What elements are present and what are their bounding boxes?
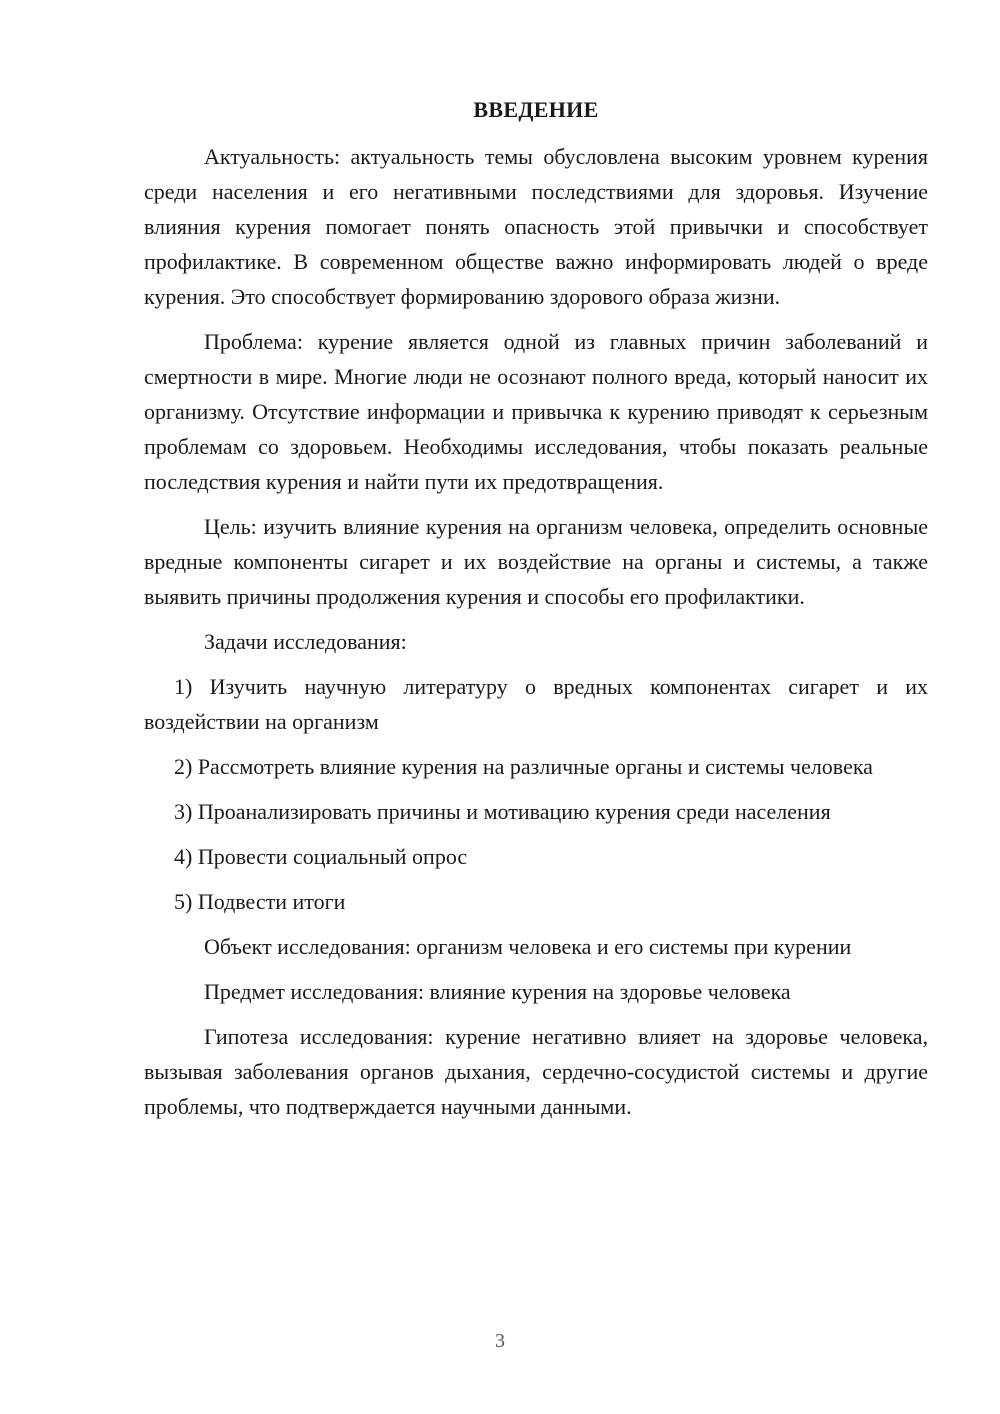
list-item: 5) Подвести итоги [174, 889, 346, 914]
tasks-list [144, 669, 928, 919]
page-title: ВВЕДЕНИЕ [473, 97, 599, 122]
page-number: 3 [495, 1330, 505, 1352]
list-item: 1) Изучить научную литературу о вредных компонентах сигарет и их воздействии на организм [144, 674, 928, 734]
paragraph-relevance: Актуальность: актуальность темы обусловлена высоким уровнем курения среди населения и его негативными последствиями для здоровья. Изучение влияния курения помогает понять опасность этой привычки и способствует профилактике. В современном обществе важно информировать людей о вреде курения. Это способствует формированию здорового образа жизни. [144, 144, 928, 309]
paragraph-problem: Проблема: курение является одной из главных причин заболеваний и смертности в мире. Многие люди не осознают полного вреда, который наносит их организму. Отсутствие информации и привычка к курению приводят к серьезным проблемам со здоровьем. Необходимы исследования, чтобы показать реальные последствия курения и найти пути их предотвращения. [144, 329, 928, 494]
paragraph-goal: Цель: изучить влияние курения на организм человека, определить основные вредные компоненты сигарет и их воздействие на органы и системы, а также выявить причины продолжения курения и способы его профилактики. [144, 514, 928, 609]
paragraph-subject: Предмет исследования: влияние курения на здоровье человека [204, 979, 791, 1004]
list-item: 4) Провести социальный опрос [174, 844, 468, 869]
list-item: 3) Проанализировать причины и мотивацию курения среди населения [174, 799, 831, 824]
document-page [144, 92, 928, 1134]
list-item: 2) Рассмотреть влияние курения на различные органы и системы человека [174, 754, 873, 779]
paragraph-hypothesis: Гипотеза исследования: курение негативно влияет на здоровье человека, вызывая заболевания органов дыхания, сердечно-сосудистой системы и другие проблемы, что подтверждается научными данными. [144, 1024, 928, 1119]
paragraph-object: Объект исследования: организм человека и его системы при курении [204, 934, 852, 959]
tasks-heading: Задачи исследования: [204, 629, 407, 654]
